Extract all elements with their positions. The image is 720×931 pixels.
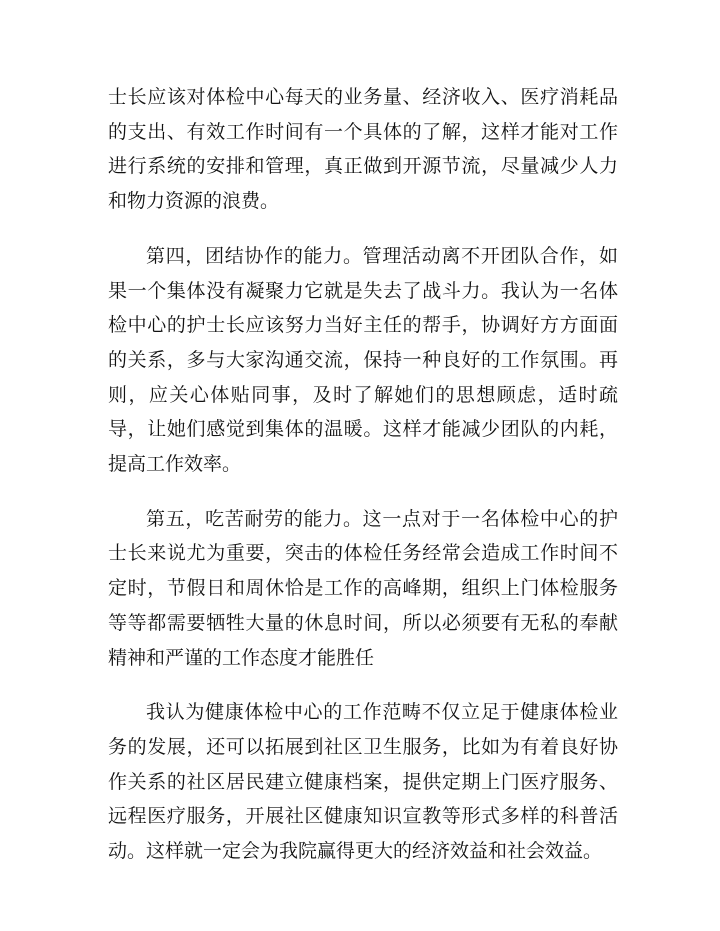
paragraph-spacer — [108, 219, 618, 239]
paragraph-spacer — [108, 675, 618, 695]
paragraph-2: 第四，团结协作的能力。管理活动离不开团队合作，如果一个集体没有凝聚力它就是失去了战斗力。我认为一名体检中心的护士长应该努力当好主任的帮手，协调好方方面面的关系，多与大家沟通交流，保持一种良好的工作氛围。再则，应关心体贴同事，及时了解她们的思想顾虑，适时疏导，让她们感觉到集体的温暖。这样才能减少团队的内耗，提高工作效率。 — [108, 244, 618, 476]
paragraph-1: 士长应该对体检中心每天的业务量、经济收入、医疗消耗品的支出、有效工作时间有一个具体的了解，这样才能对工作进行系统的安排和管理，真正做到开源节流，尽量减少人力和物力资源的浪费。 — [108, 86, 618, 213]
document-page — [108, 80, 618, 869]
paragraph-4: 我认为健康体检中心的工作范畴不仅立足于健康体检业务的发展，还可以拓展到社区卫生服务，比如为有着良好协作关系的社区居民建立健康档案，提供定期上门医疗服务、远程医疗服务，开展社区健康知识宣教等形式多样的科普活动。这样就一定会为我院赢得更大的经济效益和社会效益。 — [108, 701, 618, 863]
paragraph-3: 第五，吃苦耐劳的能力。这一点对于一名体检中心的护士长来说尤为重要，突击的体检任务经常会造成工作时间不定时，节假日和周休恰是工作的高峰期，组织上门体检服务等等都需要牺牲大量的休息时间，所以必须要有无私的奉献精神和严谨的工作态度才能胜任 — [108, 507, 618, 669]
paragraph-spacer — [108, 482, 618, 502]
